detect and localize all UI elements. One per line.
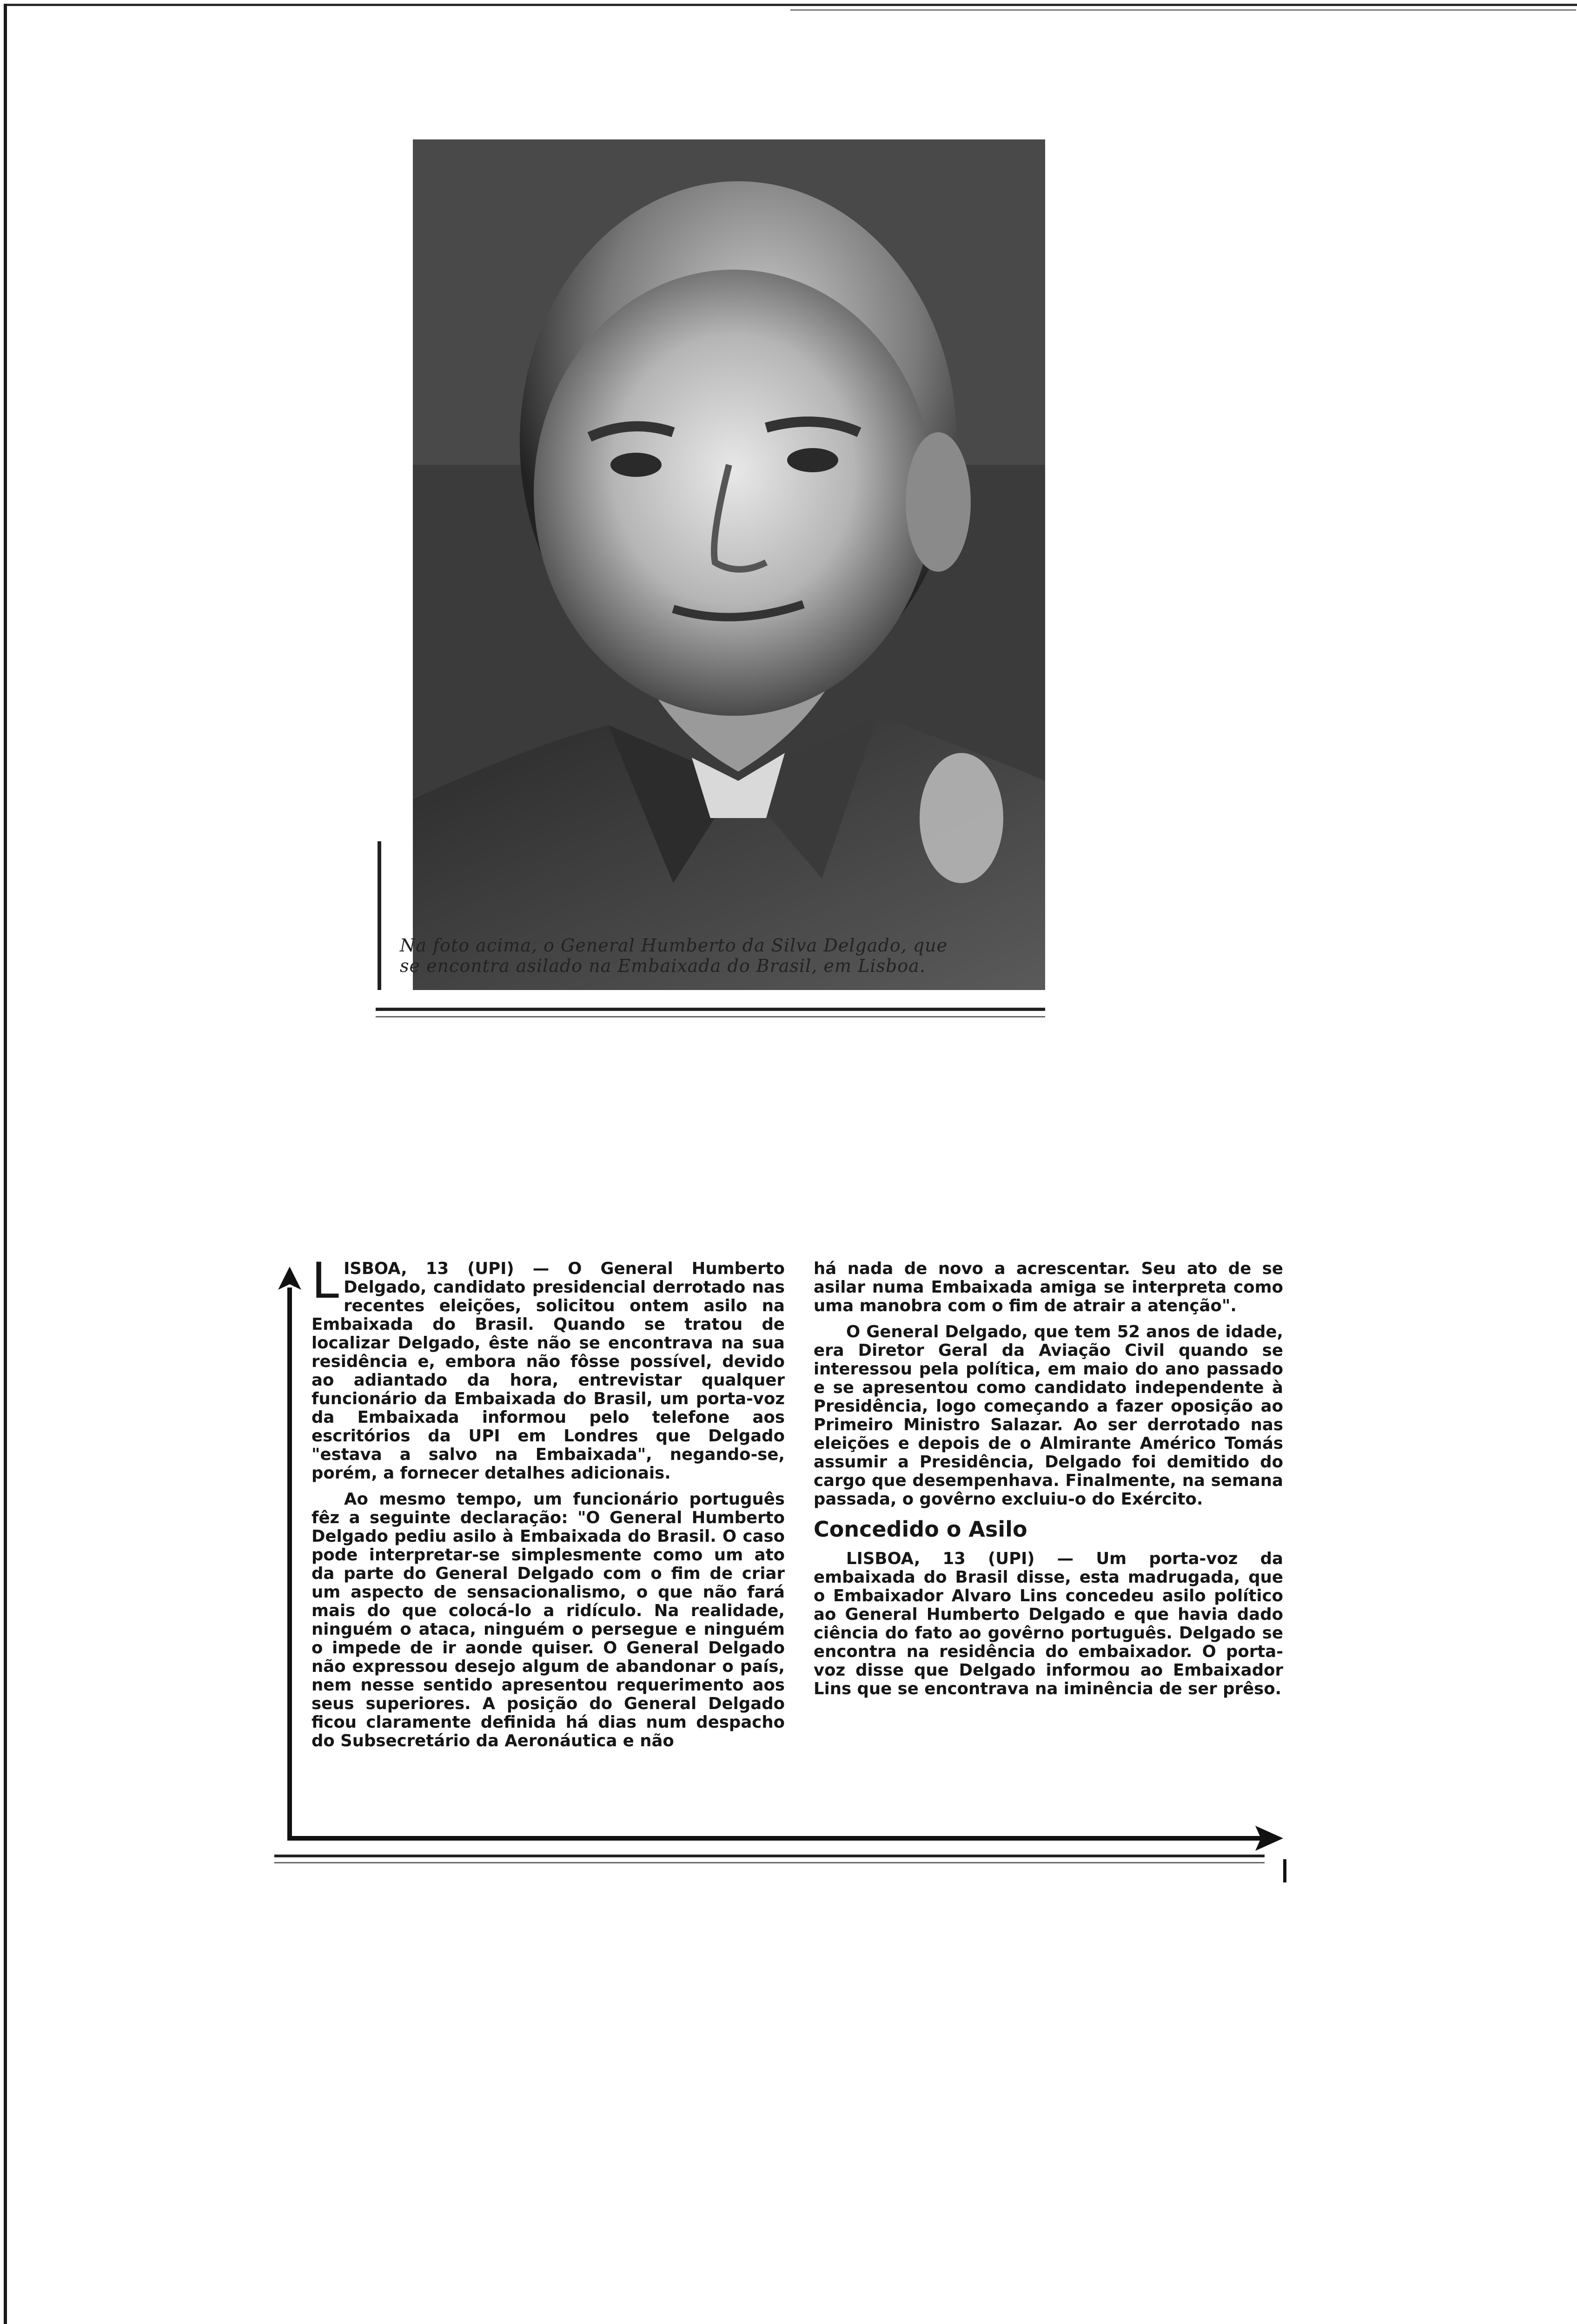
photo-margin-rule bbox=[378, 841, 381, 990]
corner-tick bbox=[1283, 1859, 1286, 1882]
article-paragraph: O General Delgado, que tem 52 anos de idade, era Diretor Geral da Aviação Civil quando se interessou pela política, em maio do ano passado e se apresentou como candidato independente à Presidência, logo começando a fazer oposição ao Primeiro Ministro Salazar. Ao ser derrotado nas eleições e depois de o Almirante Américo Tomás assumir a Presidência, Delgado foi demitido do cargo que desempenhava. Finalmente, na semana passada, o govêrno excluiu-o do Exército. bbox=[814, 1322, 1283, 1509]
page-border-left bbox=[4, 4, 7, 2324]
bottom-rule-2 bbox=[274, 1862, 1265, 1863]
caption-rule-2 bbox=[376, 1016, 1045, 1017]
portrait-photo bbox=[413, 139, 1045, 990]
article-paragraph: há nada de novo a acrescentar. Seu ato de se asilar numa Embaixada amiga se interpreta como uma manobra com o fim de atrair a atenção". bbox=[814, 1259, 1283, 1315]
caption-line-2: se encontra asilado na Embaixada do Brasil, em Lisboa. bbox=[400, 956, 926, 976]
article-column-1 bbox=[311, 1252, 785, 1758]
arrow-right-icon bbox=[1251, 1826, 1283, 1851]
bottom-rule-1 bbox=[274, 1855, 1265, 1857]
article-paragraph: LISBOA, 13 (UPI) — Um porta-voz da embaixada do Brasil disse, esta madrugada, que o Embaixador Alvaro Lins concedeu asilo político ao General Humberto Delgado e que havia dado ciência do fato ao govêrno português. Delgado se encontra na residência do embaixador. O porta-voz disse que Delgado informou ao Embaixador Lins que se encontrava na iminência de ser prêso. bbox=[814, 1549, 1283, 1698]
lead-text: ISBOA, 13 (UPI) — O General Humberto Delgado, candidato presidencial derrotado nas recentes eleições, solicitou ontem asilo na Embaixada do Brasil. Quando se tratou de localizar Delgado, êste não se encontrava na sua residência e, embora não fôsse possível, devido ao adiantado da hora, entrevistar qualquer funcionário da Embaixada do Brasil, um porta-voz da Embaixada informou pelo telefone aos escritórios da UPI em Londres que Delgado "estava a salvo na Embaixada", negando-se, porém, a fornecer detalhes adicionais. bbox=[311, 1259, 785, 1483]
clipping-bracket-vertical bbox=[287, 1287, 292, 1841]
clipping-bracket-horizontal bbox=[287, 1836, 1266, 1841]
portrait-illustration bbox=[413, 139, 1045, 990]
caption-line-1: Na foto acima, o General Humberto da Silva Delgado, que bbox=[400, 935, 948, 956]
article-subheading: Concedido o Asilo bbox=[814, 1517, 1027, 1542]
photo-caption bbox=[400, 935, 1060, 976]
arrow-up-icon bbox=[278, 1267, 301, 1294]
page-border-top bbox=[6, 4, 1577, 6]
article-lead-paragraph bbox=[311, 1252, 785, 1483]
article-column-2 bbox=[814, 1260, 1283, 1706]
drop-cap: L bbox=[311, 1252, 339, 1309]
article-paragraph: Ao mesmo tempo, um funcionário português fêz a seguinte declaração: "O General Humberto Delgado pediu asilo à Embaixada do Brasil. O caso pode interpretar-se simplesmente como um ato da parte do General Delgado com o fim de criar um aspecto de sensacionalismo, o que não fará mais do que colocá-lo a ridículo. Na realidade, ninguém o ataca, ninguém o persegue e ninguém o impede de ir aonde quiser. O General Delgado não expressou desejo algum de abandonar o país, nem nesse sentido apresentou requerimento aos seus superiores. A posição do General Delgado ficou claramente definida há dias num despacho do Subsecretário da Aeronáutica e não bbox=[311, 1490, 785, 1750]
caption-rule-1 bbox=[376, 1008, 1045, 1011]
page-border-top-secondary bbox=[790, 9, 1576, 11]
